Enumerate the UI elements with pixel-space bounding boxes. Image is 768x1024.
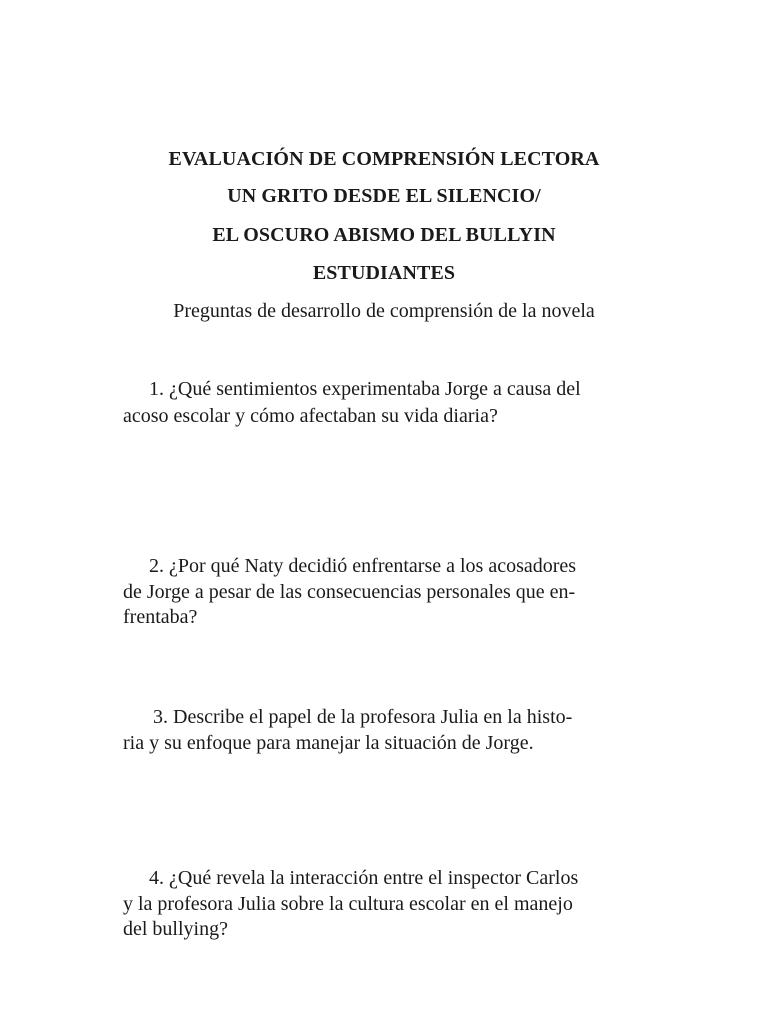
- title-line-2: UN GRITO DESDE EL SILENCIO/: [227, 185, 541, 207]
- question-4-line-2: y la profesora Julia sobre la cultura escolar en el manejo: [123, 893, 573, 915]
- question-2-line-3: frentaba?: [123, 606, 198, 628]
- title-line-1: EVALUACIÓN DE COMPRENSIÓN LECTORA: [168, 148, 600, 170]
- question-2-line-1: 2. ¿Por qué Naty decidió enfrentarse a los acosadores: [149, 555, 577, 577]
- question-2-line-2: de Jorge a pesar de las consecuencias personales que en-: [123, 581, 576, 603]
- title-line-3: EL OSCURO ABISMO DEL BULLYIN: [212, 224, 556, 246]
- question-3-line-2: ria y su enfoque para manejar la situación de Jorge.: [123, 732, 534, 754]
- subtitle: Preguntas de desarrollo de comprensión de la novela: [173, 300, 595, 322]
- question-4-line-3: del bullying?: [123, 918, 228, 940]
- question-1-line-1: 1. ¿Qué sentimientos experimentaba Jorge a causa del: [149, 378, 581, 400]
- question-4-line-1: 4. ¿Qué revela la interacción entre el inspector Carlos: [149, 867, 579, 889]
- question-1-line-2: acoso escolar y cómo afectaban su vida diaria?: [123, 405, 498, 427]
- title-line-4: ESTUDIANTES: [312, 262, 456, 284]
- question-3-line-1: 3. Describe el papel de la profesora Julia en la histo-: [153, 706, 573, 728]
